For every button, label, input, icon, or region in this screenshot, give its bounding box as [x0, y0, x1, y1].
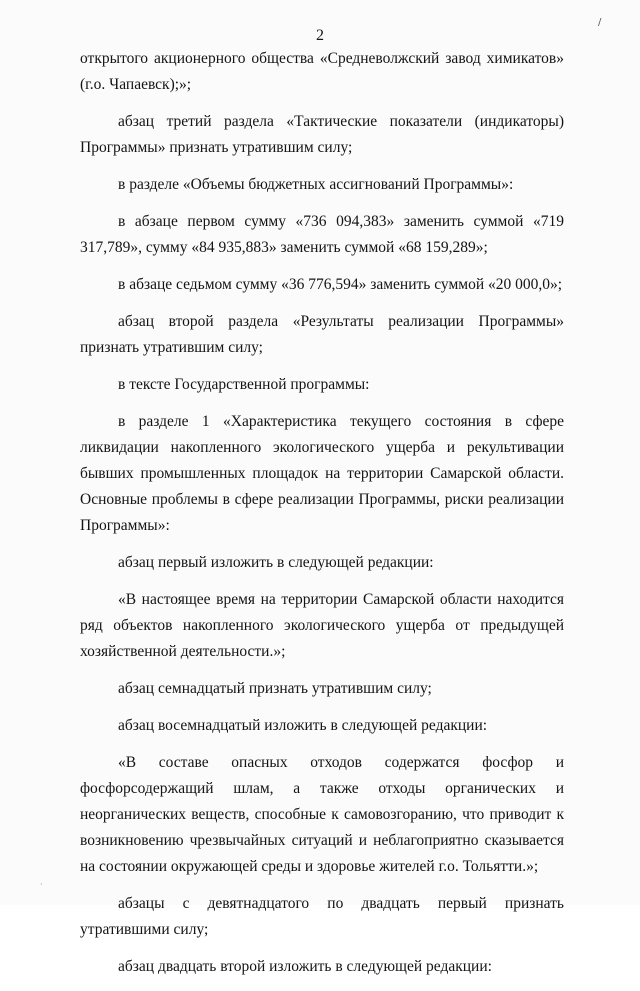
- document-body: [80, 46, 564, 991]
- paragraph: в разделе «Объемы бюджетных ассигнований Программы»:: [118, 176, 514, 193]
- paragraph: абзац восемнадцатый изложить в следующей редакции:: [118, 717, 488, 734]
- scan-artifact: ·: [40, 880, 43, 889]
- scan-artifact: /: [598, 17, 602, 28]
- paragraph: абзац первый изложить в следующей редакции:: [118, 554, 434, 571]
- paragraph: «В составе опасных отходов содержатся фосфор и фосфорсодержащий шлам, а также отходы органических и неорганических веществ, способные к самовозгоранию, что приводит к возникновению чрезвычайных ситуаций и неблагоприятно сказывается на состоянии окружающей среды и здоровье жителей г.о. Тольятти.»;: [80, 754, 564, 875]
- paragraph: в абзаце первом сумму «736 094,383» заменить суммой «719 317,789», сумму «84 935,883» заменить суммой «68 159,289»;: [80, 213, 564, 256]
- paragraph: абзац двадцать второй изложить в следующей редакции:: [118, 958, 492, 975]
- page-number: 2: [316, 27, 324, 44]
- paragraph: «В настоящее время на территории Самарской области находится ряд объектов накопленного экологического ущерба от предыдущей хозяйственной деятельности.»;: [80, 591, 564, 660]
- paragraph: открытого акционерного общества «Средневолжский завод химикатов» (г.о. Чапаевск);»;: [80, 50, 564, 93]
- paragraph: абзацы с девятнадцатого по двадцать первый признать утратившими силу;: [80, 895, 564, 938]
- paragraph: абзац второй раздела «Результаты реализации Программы» признать утратившим силу;: [80, 313, 564, 356]
- paragraph: в абзаце седьмом сумму «36 776,594» заменить суммой «20 000,0»;: [118, 276, 563, 293]
- paragraph: в тексте Государственной программы:: [118, 376, 370, 393]
- paragraph: абзац третий раздела «Тактические показатели (индикаторы) Программы» признать утратившим силу;: [80, 113, 564, 156]
- paragraph: абзац семнадцатый признать утратившим силу;: [118, 680, 432, 697]
- paragraph: в разделе 1 «Характеристика текущего состояния в сфере ликвидации накопленного экологического ущерба и рекультивации бывших промышленных площадок на территории Самарской области. Основные проблемы в сфере реализации Программы, риски реализации Программы»:: [80, 413, 564, 534]
